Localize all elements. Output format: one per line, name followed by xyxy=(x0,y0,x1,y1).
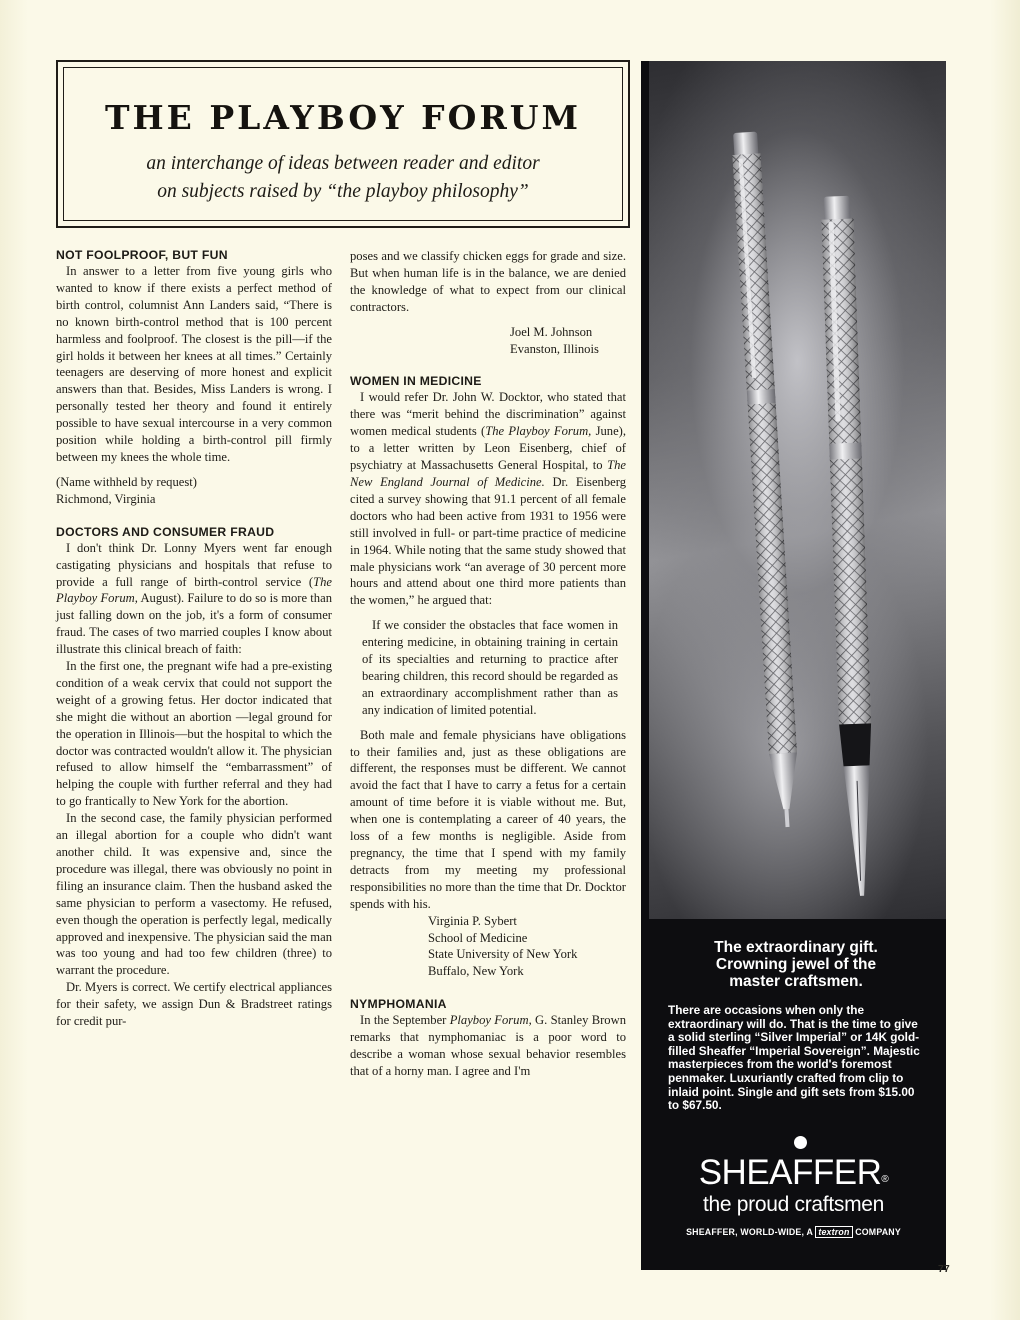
letter-medicine-p1-text-a: I would refer Dr. John W. Docktor, who stated that there was “merit behind the discrimination” against women medical students ( xyxy=(350,390,626,439)
letter-nympho-p1-text-a: In the September xyxy=(360,1013,450,1028)
forum-header-inner-border xyxy=(63,67,623,221)
letter-fraud-paragraph-5: poses and we classify chicken eggs for grade and size. But when human life is in the balance, we are denied the knowledge of what to expect from our clinical contractors. xyxy=(350,249,626,314)
page-edge-right xyxy=(990,0,1020,1320)
ad-headline-line-1: The extraordinary gift. xyxy=(714,939,878,956)
forum-subtitle-line-2: on subjects raised by “the playboy philosophy” xyxy=(157,181,529,202)
registered-mark: ® xyxy=(881,1174,889,1185)
letter-signature-medicine-name: Virginia P. Sybert xyxy=(428,913,517,928)
letter-medicine-p1-text-c: Dr. Eisenberg cited a survey showing that 91.1 percent of all female doctors who had been active from 1931 to 1956 were still involved in full- or part-time practice of medicine in 1964. While noting that the same study showed that male physicians work “an average of 30 percent more hours and attend about one third more patients than the women,” he argued that: xyxy=(350,474,626,608)
letter-fraud-paragraph-1 xyxy=(56,540,332,658)
letter-body-fun: In answer to a letter from five young girls who wanted to know if there exists a perfect method of birth control, columnist Ann Landers said, “There is no known birth-control method that is 100 percent harmless and foolproof. The closest is the pill—if the girl holds it between her knees at all times.” Certainly teenagers are deserving of more honest and explicit answers than that. Besides, Miss Landers is wrong. I personally tested her theory and found it entirely possible to have sexual intercourse in a very common position while holding a birth-control pill firmly between my knees the whole time. xyxy=(56,264,332,464)
textron-logo: textron xyxy=(815,1226,852,1238)
ad-headline xyxy=(661,939,931,990)
letter-medicine-quote: If we consider the obstacles that face women in entering medicine, in obtaining training in certain of its specialties and returning to practice after bearing children, this record should be regarded as an extraordinary accomplishment rather than as any indication of limited potential. xyxy=(362,618,618,717)
pen-illustration xyxy=(649,61,946,919)
ad-footer xyxy=(641,1227,946,1237)
article-column-left xyxy=(56,248,332,1030)
ad-bullet-dot xyxy=(794,1136,807,1149)
letter-medicine-p1-italic-2: The New England Journal of Medicine. xyxy=(350,458,626,489)
article-column-middle xyxy=(350,248,626,1080)
letter-signature-fun-name: (Name withheld by request) xyxy=(56,474,197,489)
letter-nympho-p1-italic: Playboy Forum, xyxy=(449,1013,532,1028)
sheaffer-tagline: the proud craftsmen xyxy=(702,1193,885,1216)
ballpoint-pen xyxy=(731,131,801,827)
letter-heading-medicine: WOMEN IN MEDICINE xyxy=(350,374,482,389)
page-number: 77 xyxy=(938,1263,950,1275)
letter-signature-fun-place: Richmond, Virginia xyxy=(56,491,156,506)
letter-medicine-paragraph-1 xyxy=(350,389,626,609)
letter-signature-medicine-university: State University of New York xyxy=(428,947,578,962)
letter-fraud-p1-text-a: I don't think Dr. Lonny Myers went far enough castigating physicians and hospitals that refuse to provide a full range of birth-control service ( xyxy=(56,540,332,589)
letter-fraud-paragraph-3: In the second case, the family physician performed an illegal abortion for a couple who didn't want another child. It was expensive and, since the procedure was illegal, there was obviously no point in filing an insurance claim. Then the husband asked the same physician to perform a vasectomy. He refused, even though the operation is perfectly legal, medically approved and inexpensive. The physician said the man was too young and had too few children (three) to warrant the procedure. xyxy=(56,811,332,978)
forum-title: THE PLAYBOY FORUM xyxy=(104,98,582,137)
letter-fraud-paragraph-2: In the first one, the pregnant wife had a pre-existing condition of a weak cervix that could not support the weight of a growing fetus. Her doctor indicated that she might die without an abortion —legal ground for the operation in Illinois—but the hospital to which the doctor was contracted wouldn't allow it. The physician refused to allow himself the “embarrassment” of helping the couple with further referral and they had to go frantically to New York for the abortion. xyxy=(56,659,332,809)
sheaffer-advertisement xyxy=(641,61,946,1270)
sheaffer-logo-text: SHEAFFER xyxy=(698,1153,882,1192)
letter-fraud-p1-text-b: August). Failure to do so is more than just falling down on the job, it's a form of consumer fraud. The cases of two married couples I know about illustrate this clinical breach of faith: xyxy=(56,591,332,657)
letter-fraud-p1-italic: The Playboy Forum, xyxy=(56,574,332,606)
letter-nympho-p1-text-b: G. Stanley Brown remarks that nymphomaniac is a poor word to describe a woman whose sexual behavior resembles that of a horny man. I agree and I'm xyxy=(350,1013,626,1078)
letter-signature-medicine-place: Buffalo, New York xyxy=(428,964,524,979)
letter-signature-fraud-name: Joel M. Johnson xyxy=(510,324,593,339)
ad-headline-line-2: Crowning jewel of the xyxy=(715,956,877,973)
letter-signature-fraud-place: Evanston, Illinois xyxy=(510,341,599,356)
letter-medicine-p1-italic-1: The Playboy Forum, xyxy=(485,424,592,439)
letter-heading-nympho: NYMPHOMANIA xyxy=(350,997,447,1012)
forum-subtitle xyxy=(64,150,622,206)
fountain-pen xyxy=(821,196,877,897)
letter-nympho-paragraph-1 xyxy=(350,1012,626,1080)
letter-signature-medicine-school: School of Medicine xyxy=(428,930,528,945)
pen-photo xyxy=(649,61,946,919)
letter-heading-fraud: DOCTORS AND CONSUMER FRAUD xyxy=(56,524,275,539)
letter-medicine-paragraph-2: Both male and female physicians have obligations to their families and, just as these obligations are different, the responses must be different. We cannot avoid the fact that I have to carry a fetus for a certain amount of time before it is viable without me. But, when one is contemplating a career of 40 years, the loss of a few months is negligible. Aside from pregnancy, the time that I spend with my family detracts from my meeting my professional responsibilities no more than the time that Dr. Docktor spends with his. xyxy=(350,727,626,911)
letter-fraud-paragraph-4: Dr. Myers is correct. We certify electrical appliances for their safety, we assign Dun & Bradstreet ratings for credit pur- xyxy=(56,980,332,1029)
forum-subtitle-line-1: an interchange of ideas between reader and editor xyxy=(146,153,540,174)
forum-header-box xyxy=(56,60,630,228)
page-edge-left xyxy=(0,0,28,1320)
ad-footer-text-a: SHEAFFER, WORLD-WIDE, A xyxy=(686,1227,816,1237)
ad-footer-text-b: COMPANY xyxy=(852,1227,901,1237)
letter-medicine-p1-text-b: June), to a letter written by Leon Eisenberg, chief of psychiatry at Massachusetts General Hospital, to xyxy=(350,424,626,473)
ad-body-copy: There are occasions when only the extraordinary will do. That is the time to give a solid sterling “Silver Imperial” or 14K gold-filled Sheaffer “Imperial Sovereign”. Majestic masterpieces from the world's foremost penmaker. Luxuriantly crafted from clip to inlaid point. Single and gift sets from $15.00 to $67.50. xyxy=(668,1003,920,1113)
letter-heading-fun: NOT FOOLPROOF, BUT FUN xyxy=(56,248,228,262)
ad-headline-line-3: master craftsmen. xyxy=(729,973,863,990)
